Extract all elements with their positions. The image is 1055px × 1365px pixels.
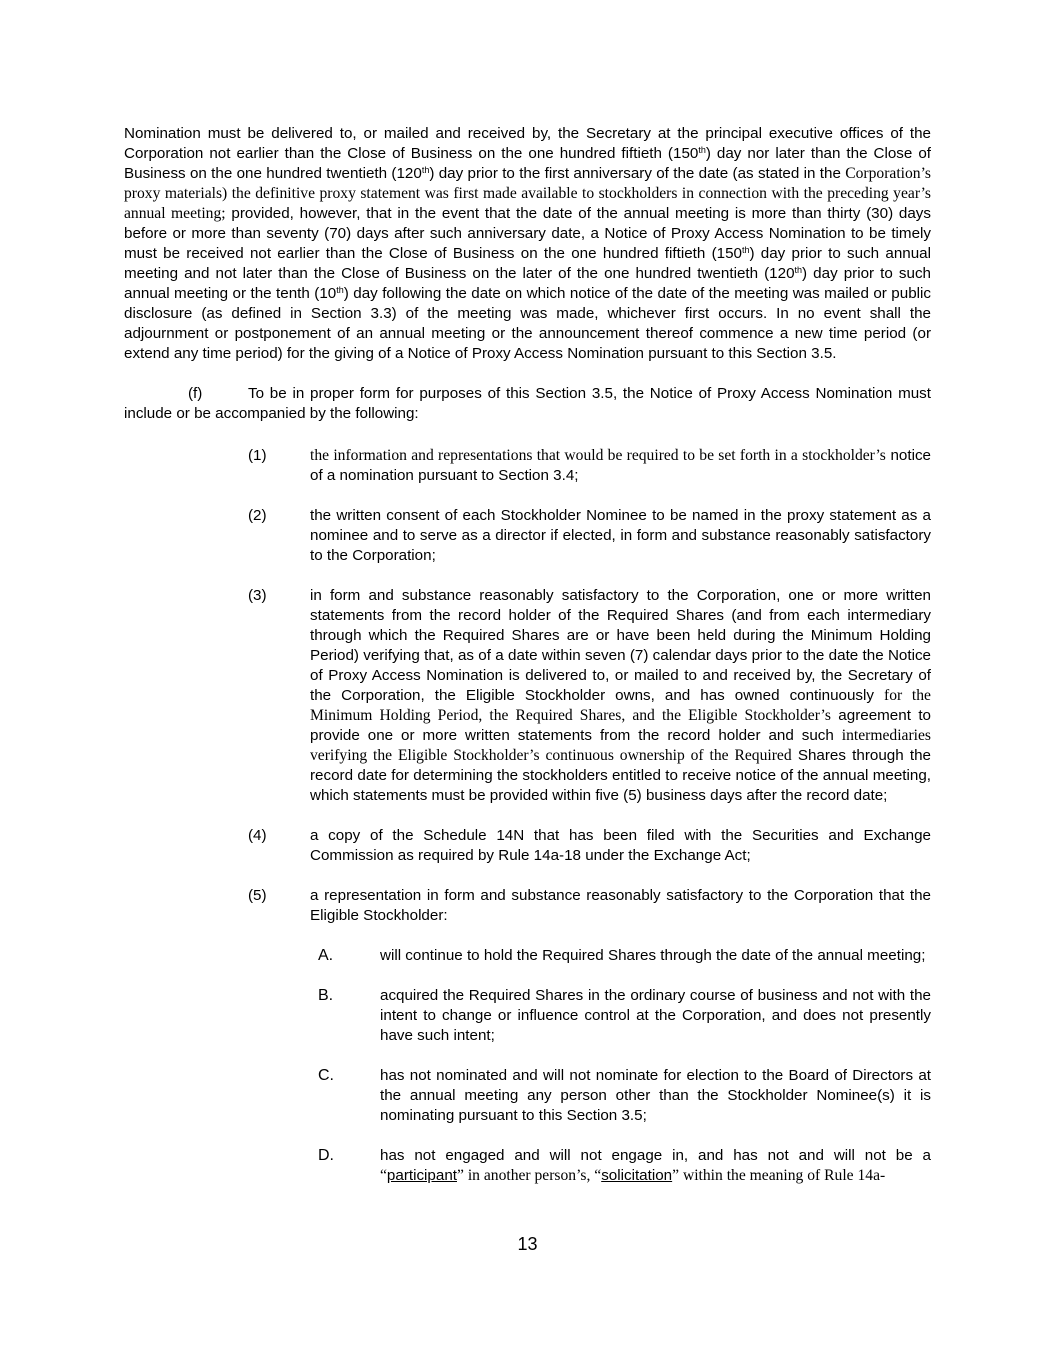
text-run: intermediaries verifying the Eligible Stockholder’s continuous ownership of the Required	[310, 727, 931, 764]
text-run: Shares through the record date for determining the stockholders entitled to receive notice of the annual meeting, which statements must be provided within five (5) business days after the record date;	[310, 747, 931, 804]
list-item-number: (1)	[248, 447, 267, 464]
document-page	[124, 124, 931, 1186]
list-item-number: (5)	[248, 887, 267, 904]
list-item	[124, 506, 931, 566]
text-run: notice of a nomination pursuant to Section 3.4;	[310, 447, 931, 484]
list-item	[124, 586, 931, 806]
text-run: has not nominated and will not nominate for election to the Board of Directors at the annual meeting any person other than the Stockholder Nominee(s) it is nominating pursuant to this Section 3.5;	[380, 1067, 931, 1124]
text-run: ) day prior to the first anniversary of the date (as stated in the	[429, 165, 846, 182]
superscript: th	[698, 145, 706, 155]
text-run: for the Minimum Holding Period, the Required Shares, and the Eligible Stockholder’s	[310, 687, 931, 724]
superscript: th	[421, 165, 430, 175]
text-run: will continue to hold the Required Shares through the date of the annual meeting;	[380, 947, 926, 964]
superscript: th	[336, 285, 344, 295]
sub-list-item	[124, 1066, 931, 1126]
list-item	[124, 886, 931, 926]
sub-list-item	[124, 1146, 931, 1186]
superscript: th	[794, 265, 803, 275]
paragraph-label: (f)	[188, 385, 203, 402]
sub-list-item-letter: C.	[318, 1067, 334, 1084]
text-run: a copy of the Schedule 14N that has been filed with the Securities and Exchange Commission as required by Rule 14a-18 under the Exchange Act;	[310, 827, 931, 864]
text-run: Corporation’s proxy materials) the definitive proxy statement was first made available to stockholders in connection with the preceding year’s annual meeting;	[124, 165, 931, 222]
text-run: in form and substance reasonably satisfactory to the Corporation, one or more written statements from the record holder of the Required Shares (and from each intermediary through which the Required Shares are or have been held during the Minimum Holding Period) verifying that, as of a date within seven (7) calendar days prior to the date the Notice of Proxy Access Nomination is delivered to, or mailed to and received by, the Secretary of the Corporation, the Eligible Stockholder owns, and has owned continuously	[310, 587, 931, 704]
superscript: th	[741, 245, 750, 255]
underlined-term: participant	[386, 1167, 457, 1184]
underlined-term: solicitation	[601, 1167, 673, 1184]
text-run: ” in another person’s, “	[457, 1167, 602, 1184]
page-number: 13	[517, 1234, 538, 1254]
text-run: ) day nor later than the Close of Business on the one hundred twentieth (120	[124, 145, 931, 182]
sub-list-item	[124, 986, 931, 1046]
text-run: acquired the Required Shares in the ordinary course of business and not with the intent to change or influence control at the Corporation, and does not presently have such intent;	[380, 987, 931, 1044]
text-run: ) day prior to such annual meeting or the tenth (10	[124, 265, 931, 302]
sub-list-item	[124, 946, 931, 966]
text-run: “	[380, 1167, 387, 1184]
text-run: Nomination must be delivered to, or mailed and received by, the Secretary at the principal executive offices of the Corporation not earlier than the Close of Business on the one hundred fiftieth (150	[124, 125, 931, 162]
sub-list-item-letter: B.	[318, 987, 334, 1004]
list-item	[124, 446, 931, 486]
text-run: provided, however, that in the event that the date of the annual meeting is more than thirty (30) days before or more than seventy (70) days after such anniversary date, a Notice of Proxy Access Nomination to be timely must be received not earlier than the Close of Business on the one hundred fiftieth (150	[124, 205, 931, 262]
text-run: a representation in form and substance reasonably satisfactory to the Corporation that the Eligible Stockholder:	[310, 887, 931, 924]
paragraph-text: To be in proper form for purposes of this Section 3.5, the Notice of Proxy Access Nomination must include or be accompanied by the following:	[124, 385, 931, 422]
sub-list-item-letter: D.	[318, 1147, 334, 1164]
text-run: ” within the meaning of Rule 14a-	[672, 1167, 886, 1184]
list-item-number: (2)	[248, 507, 267, 524]
paragraph-e-continuation	[124, 124, 931, 364]
list-item	[124, 826, 931, 866]
sub-list-item-letter: A.	[318, 947, 334, 964]
text-run: the information and representations that would be required to be set forth in a stockholder’s	[310, 447, 886, 464]
text-run: ) day following the date on which notice of the date of the meeting was mailed or public disclosure (as defined in Section 3.3) of the meeting was made, whichever first occurs. In no event shall the adjournment or postponement of an annual meeting or the announcement thereof commence a new time period (or extend any time period) for the giving of a Notice of Proxy Access Nomination pursuant to this Section 3.5.	[124, 285, 931, 362]
text-run: the written consent of each Stockholder Nominee to be named in the proxy statement as a nominee and to serve as a director if elected, in form and substance reasonably satisfactory to the Corporation;	[310, 507, 931, 564]
list-item-number: (4)	[248, 827, 267, 844]
paragraph-f	[124, 384, 931, 424]
text-run: ) day prior to such annual meeting and not later than the Close of Business on the later of the one hundred twentieth (120	[124, 245, 931, 282]
text-run: has not engaged and will not engage in, and has not and will not be a	[380, 1147, 931, 1164]
list-item-number: (3)	[248, 587, 267, 604]
text-run: agreement to provide one or more written statements from the record holder and such	[310, 707, 931, 744]
